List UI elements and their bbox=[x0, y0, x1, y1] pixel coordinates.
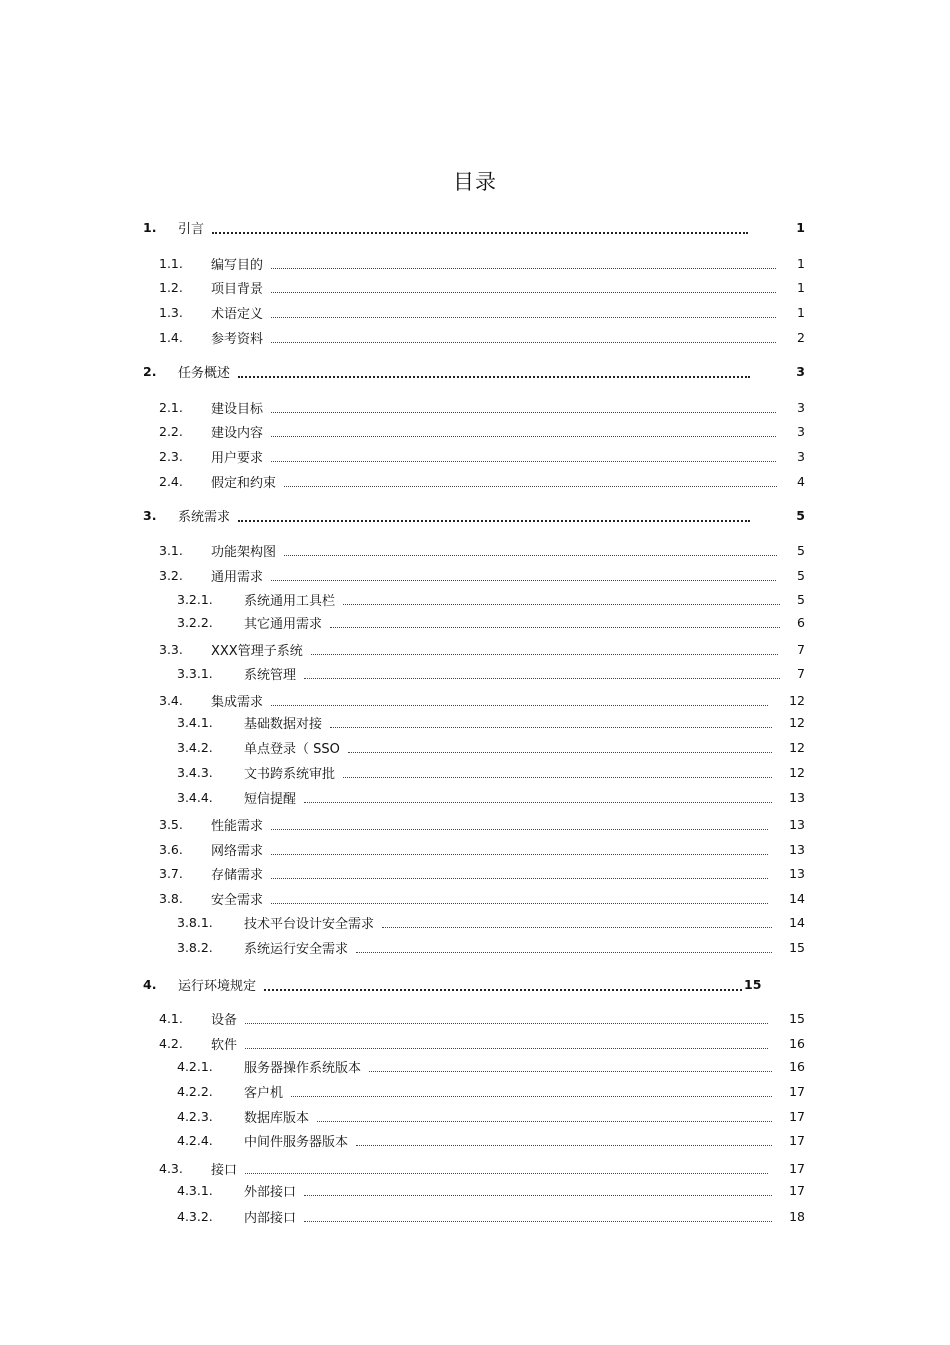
toc-entry-number: 3.2.1. bbox=[177, 591, 213, 607]
toc-entry-page: 15 bbox=[744, 976, 762, 992]
toc-entry[interactable] bbox=[0, 541, 950, 559]
toc-entry-page: 18 bbox=[789, 1208, 805, 1224]
toc-leader-dots bbox=[271, 897, 768, 904]
toc-entry-number: 4.3.1. bbox=[177, 1182, 213, 1198]
toc-entry-number: 4.2. bbox=[159, 1035, 183, 1051]
toc-entry-label: 服务器操作系统版本 bbox=[244, 1060, 362, 1076]
toc-entry[interactable] bbox=[0, 840, 950, 858]
toc-entry-number: 2.3. bbox=[159, 448, 183, 464]
toc-entry-label: 中间件服务器版本 bbox=[244, 1134, 349, 1150]
toc-entry[interactable] bbox=[0, 713, 950, 731]
toc-entry[interactable] bbox=[0, 447, 950, 465]
toc-entry-page: 17 bbox=[789, 1132, 805, 1148]
toc-leader-dots bbox=[304, 1189, 772, 1196]
toc-entry[interactable] bbox=[0, 691, 950, 709]
toc-entry[interactable] bbox=[0, 362, 950, 380]
toc-leader-dots bbox=[304, 796, 772, 803]
toc-leader-dots bbox=[245, 1042, 768, 1049]
toc-entry-number: 3.4. bbox=[159, 692, 183, 708]
toc-leader-dots bbox=[238, 370, 750, 378]
toc-entry[interactable] bbox=[0, 640, 950, 658]
toc-entry-number: 4.2.3. bbox=[177, 1108, 213, 1124]
toc-entry-number: 4.2.1. bbox=[177, 1058, 213, 1074]
toc-leader-dots bbox=[271, 699, 768, 706]
toc-entry[interactable] bbox=[0, 303, 950, 321]
toc-entry-label: 系统需求 bbox=[178, 509, 231, 525]
toc-entry-number: 1. bbox=[143, 219, 157, 235]
toc-leader-dots bbox=[330, 621, 780, 628]
toc-entry-page: 12 bbox=[789, 739, 805, 755]
toc-entry[interactable] bbox=[0, 566, 950, 584]
toc-entry-label: 建设内容 bbox=[211, 425, 264, 441]
toc-entry-label: 外部接口 bbox=[244, 1184, 297, 1200]
toc-entry-number: 1.3. bbox=[159, 304, 183, 320]
toc-entry[interactable] bbox=[0, 938, 950, 956]
toc-entry[interactable] bbox=[0, 278, 950, 296]
toc-entry-number: 3.5. bbox=[159, 816, 183, 832]
toc-leader-dots bbox=[271, 848, 768, 855]
toc-leader-dots bbox=[304, 1215, 772, 1222]
toc-entry-number: 4.2.2. bbox=[177, 1083, 213, 1099]
toc-entry[interactable] bbox=[0, 975, 950, 993]
toc-entry-number: 1.1. bbox=[159, 255, 183, 271]
toc-entry[interactable] bbox=[0, 328, 950, 346]
toc-entry-page: 17 bbox=[789, 1182, 805, 1198]
toc-entry-label: 软件 bbox=[211, 1037, 238, 1053]
toc-entry-page: 12 bbox=[789, 692, 805, 708]
toc-entry-page: 5 bbox=[797, 567, 805, 583]
toc-entry[interactable] bbox=[0, 889, 950, 907]
toc-entry-label: 其它通用需求 bbox=[244, 616, 323, 632]
toc-entry-page: 17 bbox=[789, 1108, 805, 1124]
toc-entry-number: 4.2.4. bbox=[177, 1132, 213, 1148]
toc-leader-dots bbox=[356, 946, 772, 953]
toc-entry-page: 1 bbox=[796, 219, 805, 235]
toc-leader-dots bbox=[271, 406, 776, 413]
toc-entry-page: 13 bbox=[789, 865, 805, 881]
toc-entry-page: 1 bbox=[797, 279, 805, 295]
toc-entry-label: XXX管理子系统 bbox=[211, 643, 303, 659]
toc-entry-label: 安全需求 bbox=[211, 892, 264, 908]
toc-entry-page: 5 bbox=[797, 542, 805, 558]
toc-entry-number: 3.4.4. bbox=[177, 789, 213, 805]
toc-entry-page: 14 bbox=[789, 890, 805, 906]
toc-leader-dots bbox=[271, 823, 768, 830]
toc-entry-label: 任务概述 bbox=[178, 365, 231, 381]
toc-entry-label: 假定和约束 bbox=[211, 475, 277, 491]
toc-entry-number: 3. bbox=[143, 507, 157, 523]
toc-entry-label: 术语定义 bbox=[211, 306, 264, 322]
toc-entry-page: 16 bbox=[789, 1058, 805, 1074]
toc-entry[interactable] bbox=[0, 506, 950, 524]
toc-entry-label: 系统管理 bbox=[244, 667, 297, 683]
toc-entry-number: 3.8.1. bbox=[177, 914, 213, 930]
toc-entry-number: 3.4.3. bbox=[177, 764, 213, 780]
toc-entry-number: 2. bbox=[143, 363, 157, 379]
toc-entry-number: 2.2. bbox=[159, 423, 183, 439]
toc-entry-label: 基础数据对接 bbox=[244, 716, 323, 732]
toc-entry[interactable] bbox=[0, 815, 950, 833]
toc-entry-page: 6 bbox=[797, 614, 805, 630]
toc-entry-page: 14 bbox=[789, 914, 805, 930]
toc-entry[interactable] bbox=[0, 763, 950, 781]
toc-leader-dots bbox=[304, 672, 780, 679]
toc-entry-label: 参考资料 bbox=[211, 331, 264, 347]
toc-leader-dots bbox=[311, 648, 778, 655]
toc-entry-page: 15 bbox=[789, 1010, 805, 1026]
toc-entry-label: 功能架构图 bbox=[211, 544, 277, 560]
toc-entry-label: 编写目的 bbox=[211, 257, 264, 273]
toc-entry-number: 4.3. bbox=[159, 1160, 183, 1176]
toc-entry-page: 5 bbox=[796, 507, 805, 523]
toc-entry-number: 3.7. bbox=[159, 865, 183, 881]
toc-entry[interactable] bbox=[0, 1159, 950, 1177]
toc-entry-page: 3 bbox=[797, 399, 805, 415]
toc-entry-label: 引言 bbox=[178, 221, 205, 237]
toc-entry-page: 3 bbox=[797, 448, 805, 464]
toc-entry[interactable] bbox=[0, 864, 950, 882]
toc-entry[interactable] bbox=[0, 1207, 950, 1225]
toc-entry-number: 3.1. bbox=[159, 542, 183, 558]
toc-entry-number: 2.1. bbox=[159, 399, 183, 415]
toc-entry-label: 存储需求 bbox=[211, 867, 264, 883]
toc-entry[interactable] bbox=[0, 1181, 950, 1199]
toc-entry-page: 15 bbox=[789, 939, 805, 955]
toc-entry-label: 设备 bbox=[211, 1012, 238, 1028]
toc-leader-dots bbox=[369, 1065, 772, 1072]
toc-entry[interactable] bbox=[0, 1082, 950, 1100]
toc-entry-label: 短信提醒 bbox=[244, 791, 297, 807]
toc-leader-dots bbox=[271, 336, 776, 343]
toc-entry-page: 7 bbox=[797, 665, 805, 681]
toc-entry-label: 技术平台设计安全需求 bbox=[244, 916, 375, 932]
toc-entry-label: 项目背景 bbox=[211, 281, 264, 297]
toc-entry-number: 3.4.2. bbox=[177, 739, 213, 755]
toc-entry-label: 运行环境规定 bbox=[178, 978, 257, 994]
toc-entry[interactable] bbox=[0, 788, 950, 806]
toc-entry[interactable] bbox=[0, 1131, 950, 1149]
toc-entry[interactable] bbox=[0, 664, 950, 682]
toc-entry[interactable] bbox=[0, 472, 950, 490]
toc-entry-page: 16 bbox=[789, 1035, 805, 1051]
toc-entry[interactable] bbox=[0, 613, 950, 631]
toc-entry-page: 1 bbox=[797, 304, 805, 320]
toc-entry[interactable] bbox=[0, 738, 950, 756]
toc-leader-dots bbox=[245, 1167, 768, 1174]
toc-entry[interactable] bbox=[0, 218, 950, 236]
toc-entry-label: 接口 bbox=[211, 1162, 238, 1178]
toc-entry-label: 性能需求 bbox=[211, 818, 264, 834]
toc-leader-dots bbox=[271, 574, 776, 581]
toc-entry[interactable] bbox=[0, 254, 950, 272]
toc-entry-number: 4.3.2. bbox=[177, 1208, 213, 1224]
toc-entry-page: 12 bbox=[789, 764, 805, 780]
page-title: 目录 bbox=[453, 170, 497, 194]
toc-entry-number: 4.1. bbox=[159, 1010, 183, 1026]
toc-entry-label: 文书跨系统审批 bbox=[244, 766, 336, 782]
toc-entry-label: 系统通用工具栏 bbox=[244, 593, 336, 609]
toc-leader-dots bbox=[264, 983, 742, 991]
toc-entry[interactable] bbox=[0, 398, 950, 416]
toc-entry-label: 网络需求 bbox=[211, 843, 264, 859]
toc-leader-dots bbox=[348, 746, 772, 753]
toc-entry[interactable] bbox=[0, 422, 950, 440]
toc-leader-dots bbox=[356, 1139, 772, 1146]
toc-entry-number: 4. bbox=[143, 976, 157, 992]
toc-entry-page: 17 bbox=[789, 1083, 805, 1099]
toc-entry[interactable] bbox=[0, 1057, 950, 1075]
toc-entry-page: 13 bbox=[789, 789, 805, 805]
toc-leader-dots bbox=[238, 514, 750, 522]
toc-entry-label: 集成需求 bbox=[211, 694, 264, 710]
toc-entry-number: 1.4. bbox=[159, 329, 183, 345]
toc-entry-number: 3.8. bbox=[159, 890, 183, 906]
toc-entry-label: 系统运行安全需求 bbox=[244, 941, 349, 957]
toc-entry[interactable] bbox=[0, 590, 950, 608]
toc-leader-dots bbox=[271, 430, 776, 437]
toc-entry-number: 1.2. bbox=[159, 279, 183, 295]
toc-entry[interactable] bbox=[0, 1009, 950, 1027]
toc-entry-page: 12 bbox=[789, 714, 805, 730]
toc-entry-number: 2.4. bbox=[159, 473, 183, 489]
toc-entry-number: 3.2.2. bbox=[177, 614, 213, 630]
toc-leader-dots bbox=[271, 311, 776, 318]
toc-entry-page: 1 bbox=[797, 255, 805, 271]
toc-entry-page: 5 bbox=[797, 591, 805, 607]
toc-entry-page: 3 bbox=[796, 363, 805, 379]
toc-leader-dots bbox=[284, 549, 777, 556]
toc-leader-dots bbox=[271, 286, 776, 293]
toc-entry-label: 内部接口 bbox=[244, 1210, 297, 1226]
toc-entry-label: 建设目标 bbox=[211, 401, 264, 417]
toc-entry-label: 数据库版本 bbox=[244, 1110, 310, 1126]
toc-entry-label: 通用需求 bbox=[211, 569, 264, 585]
toc-entry-page: 3 bbox=[797, 423, 805, 439]
toc-entry-page: 4 bbox=[797, 473, 805, 489]
toc-entry[interactable] bbox=[0, 1034, 950, 1052]
toc-leader-dots bbox=[212, 226, 748, 234]
toc-leader-dots bbox=[284, 480, 777, 487]
toc-leader-dots bbox=[317, 1115, 772, 1122]
toc-leader-dots bbox=[271, 872, 768, 879]
toc-entry-number: 3.2. bbox=[159, 567, 183, 583]
toc-leader-dots bbox=[382, 921, 772, 928]
toc-leader-dots bbox=[343, 771, 772, 778]
toc-entry-page: 17 bbox=[789, 1160, 805, 1176]
toc-entry-page: 2 bbox=[797, 329, 805, 345]
toc-leader-dots bbox=[245, 1017, 768, 1024]
toc-entry-number: 3.4.1. bbox=[177, 714, 213, 730]
toc-entry-label: 客户机 bbox=[244, 1085, 284, 1101]
toc-entry-page: 7 bbox=[797, 641, 805, 657]
toc-leader-dots bbox=[343, 598, 780, 605]
toc-entry-number: 3.8.2. bbox=[177, 939, 213, 955]
toc-entry-number: 3.6. bbox=[159, 841, 183, 857]
toc-leader-dots bbox=[291, 1090, 772, 1097]
toc-entry-number: 3.3.1. bbox=[177, 665, 213, 681]
toc-entry[interactable] bbox=[0, 913, 950, 931]
toc-entry-page: 13 bbox=[789, 841, 805, 857]
toc-leader-dots bbox=[271, 262, 776, 269]
toc-entry[interactable] bbox=[0, 1107, 950, 1125]
toc-leader-dots bbox=[330, 721, 772, 728]
toc-entry-label: 用户要求 bbox=[211, 450, 264, 466]
toc-entry-number: 3.3. bbox=[159, 641, 183, 657]
toc-entry-label: 单点登录（ SSO bbox=[244, 741, 340, 757]
toc-entry-page: 13 bbox=[789, 816, 805, 832]
toc-leader-dots bbox=[271, 455, 776, 462]
